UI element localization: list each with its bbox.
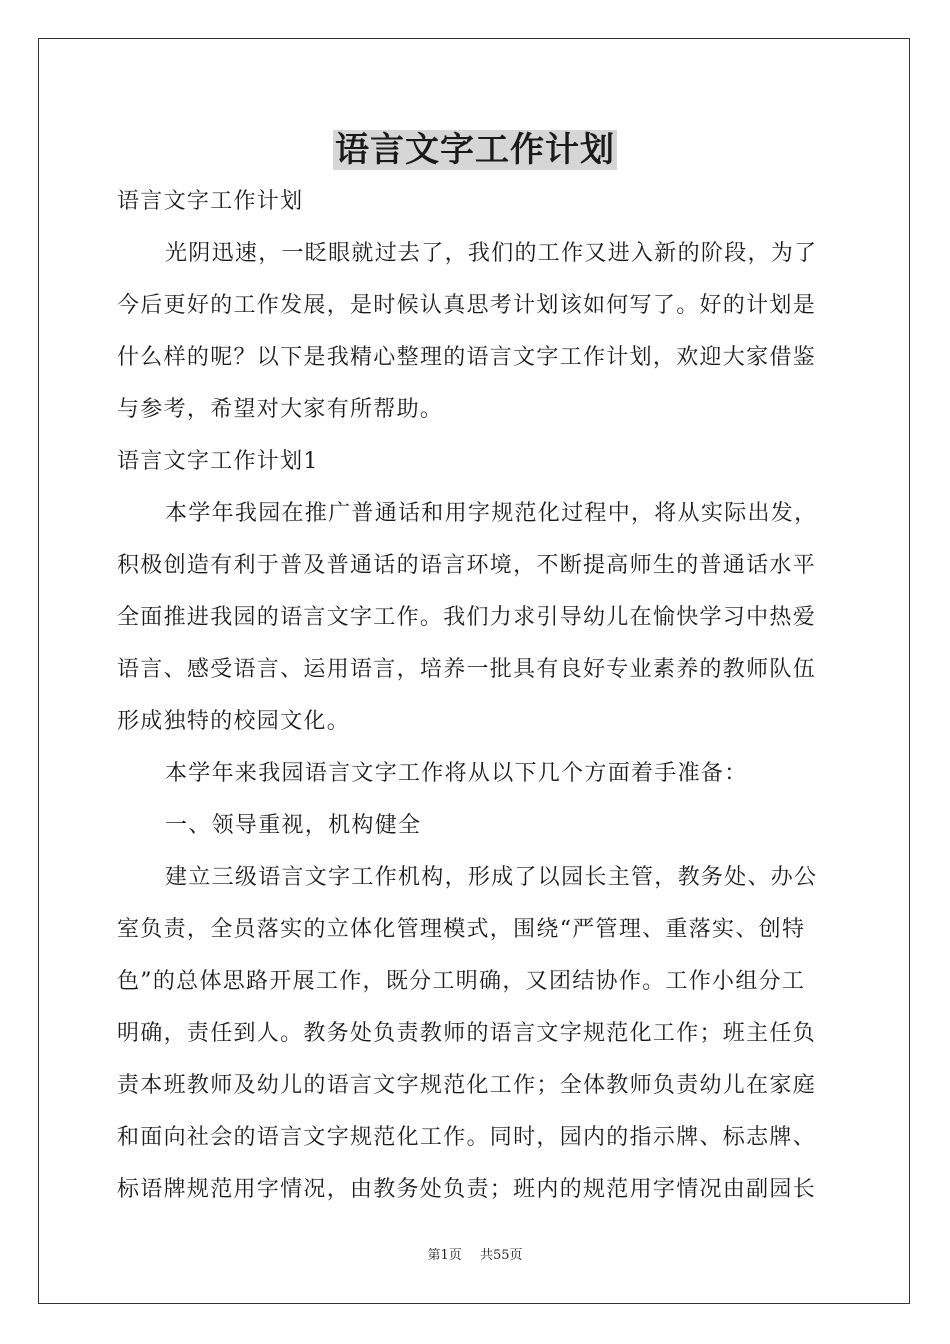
document-body	[117, 176, 837, 1216]
document-subtitle: 语言文字工作计划	[117, 189, 304, 214]
paragraph-line: 责本班教师及幼儿的语言文字规范化工作；全体教师负责幼儿在家庭	[117, 1073, 817, 1098]
section-heading: 语言文字工作计划1	[117, 449, 319, 474]
paragraph-line: 语言、感受语言、运用语言，培养一批具有良好专业素养的教师队伍	[117, 657, 817, 682]
paragraph-line: 标语牌规范用字情况，由教务处负责；班内的规范用字情况由副园长	[117, 1177, 817, 1202]
paragraph-line: 建立三级语言文字工作机构，形成了以园长主管，教务处、办公	[165, 865, 818, 890]
paragraph-line: 明确，责任到人。教务处负责教师的语言文字规范化工作；班主任负	[117, 1021, 817, 1046]
paragraph-line: 形成独特的校园文化。	[117, 709, 351, 734]
intro-line: 光阴迅速，一眨眼就过去了，我们的工作又进入新的阶段，为了	[165, 241, 818, 266]
page-footer	[0, 1244, 950, 1263]
paragraph-line: 本学年我园在推广普通话和用字规范化过程中，将从实际出发，	[165, 501, 818, 526]
paragraph-line: 本学年来我园语言文字工作将从以下几个方面着手准备：	[165, 761, 748, 786]
page-total: 共55页	[479, 1248, 523, 1263]
item-heading: 一、领导重视，机构健全	[165, 813, 422, 838]
intro-line: 什么样的呢？以下是我精心整理的语言文字工作计划，欢迎大家借鉴	[117, 345, 817, 370]
document-title-text: 语言文字工作计划	[335, 130, 615, 170]
page-number: 第1页	[427, 1248, 462, 1263]
paragraph-line: 室负责，全员落实的立体化管理模式，围绕“严管理、重落实、创特	[117, 917, 806, 942]
paragraph-line: 全面推进我园的语言文字工作。我们力求引导幼儿在愉快学习中热爱	[117, 605, 817, 630]
document-title	[0, 125, 950, 175]
intro-line: 今后更好的工作发展，是时候认真思考计划该如何写了。好的计划是	[117, 293, 817, 318]
paragraph-line: 和面向社会的语言文字规范化工作。同时，园内的指示牌、标志牌、	[117, 1125, 817, 1150]
paragraph-line: 积极创造有利于普及普通话的语言环境，不断提高师生的普通话水平	[117, 553, 817, 578]
intro-line: 与参考，希望对大家有所帮助。	[117, 397, 444, 422]
paragraph-line: 色”的总体思路开展工作，既分工明确，又团结协作。工作小组分工	[117, 969, 806, 994]
